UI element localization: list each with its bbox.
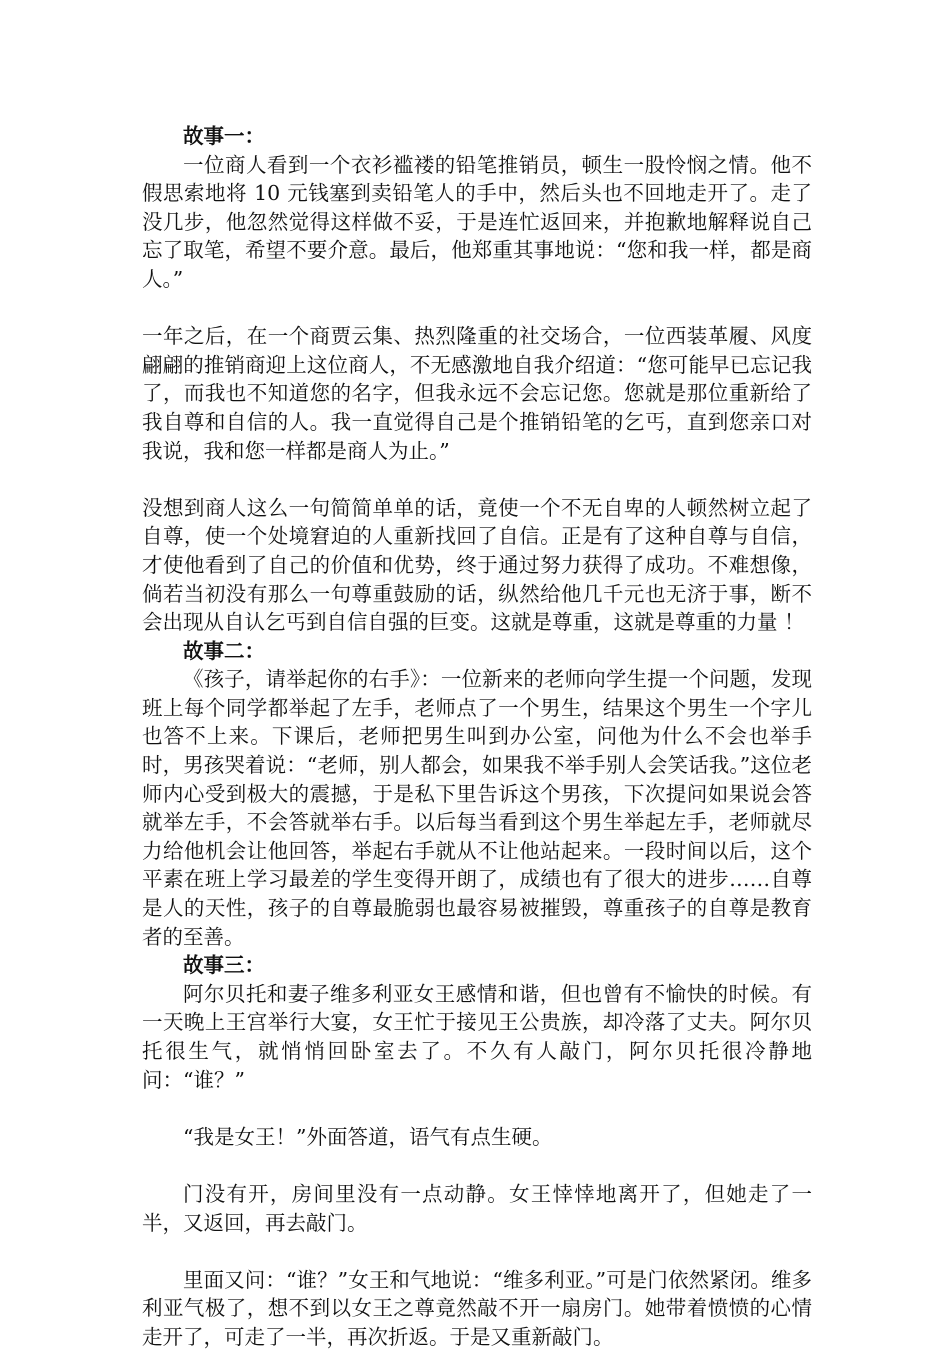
story-one-paragraph-2: 一年之后，在一个商贾云集、热烈隆重的社交场合，一位西装革履、风度翩翩的推销商迎上这位商人，不无感激地自我介绍道：“您可能早已忘记我了，而我也不知道您的名字，但我永远不会忘记您。您就是那位重新给了我自尊和自信的人。我一直觉得自己是个推销铅笔的乞丐，直到您亲口对我说，我和您一样都是商人为止。” (142, 324, 812, 463)
story-one-heading: 故事一： (183, 124, 265, 148)
document-page (142, 122, 812, 1352)
story-three-paragraph-2: “我是女王！”外面答道，语气有点生硬。 (183, 1124, 553, 1149)
story-one-paragraph-3: 没想到商人这么一句简简单单的话，竟使一个不无自卑的人顿然树立起了自尊，使一个处境窘迫的人重新找回了自信。正是有了这种自尊与自信，才使他看到了自己的价值和优势，终于通过努力获得了成功。不难想像，倘若当初没有那么一句尊重鼓励的话，纵然给他几千元也无济于事，断不会出现从自认乞丐到自信自强的巨变。这就是尊重，这就是尊重的力量 ！ (142, 495, 812, 635)
story-three-paragraph-1: 阿尔贝托和妻子维多利亚女王感情和谐，但也曾有不愉快的时候。有一天晚上王宫举行大宴，女王忙于接见王公贵族，却冷落了丈夫。阿尔贝托很生气，就悄悄回卧室去了。不久有人敲门，阿尔贝托很冷静地问：“谁？” (142, 981, 812, 1092)
story-three-heading: 故事三： (183, 953, 265, 978)
story-two-paragraph-1: 《孩子，请举起你的右手》：一位新来的老师向学生提一个问题，发现班上每个同学都举起了左手，老师点了一个男生，结果这个男生一个字儿也答不上来。下课后，老师把男生叫到办公室，问他为什么不会也举手时，男孩哭着说：“老师，别人都会，如果我不举手别人会笑话我。”这位老师内心受到极大的震撼，于是私下里告诉这个男孩，下次提问如果说会答就举左手，不会答就举右手。以后每当看到这个男生举起左手，老师就尽力给他机会让他回答，举起右手就从不让他站起来。一段时间以后，这个平素在班上学习最差的学生变得开朗了，成绩也有了很大的进步……自尊是人的天性，孩子的自尊最脆弱也最容易被摧毁，尊重孩子的自尊是教育者的至善。 (142, 667, 812, 949)
story-two-heading: 故事二： (183, 638, 265, 663)
story-three-paragraph-3: 门没有开，房间里没有一点动静。女王悻悻地离开了，但她走了一半，又返回，再去敲门。 (142, 1181, 812, 1235)
story-three-paragraph-4: 里面又问：“谁？”女王和气地说：“维多利亚。”可是门依然紧闭。维多利亚气极了，想不到以女王之尊竟然敲不开一扇房门。她带着愤愤的心情走开了，可走了一半，再次折返。于是又重新敲门。 (142, 1267, 812, 1349)
story-one-paragraph-1: 一位商人看到一个衣衫褴褛的铅笔推销员，顿生一股怜悯之情。他不假思索地将 10 元钱塞到卖铅笔人的手中，然后头也不回地走开了。走了没几步，他忽然觉得这样做不妥，于是连忙返回来，并抱歉地解释说自己忘了取笔，希望不要介意。最后，他郑重其事地说：“您和我一样，都是商人。” (142, 152, 812, 291)
